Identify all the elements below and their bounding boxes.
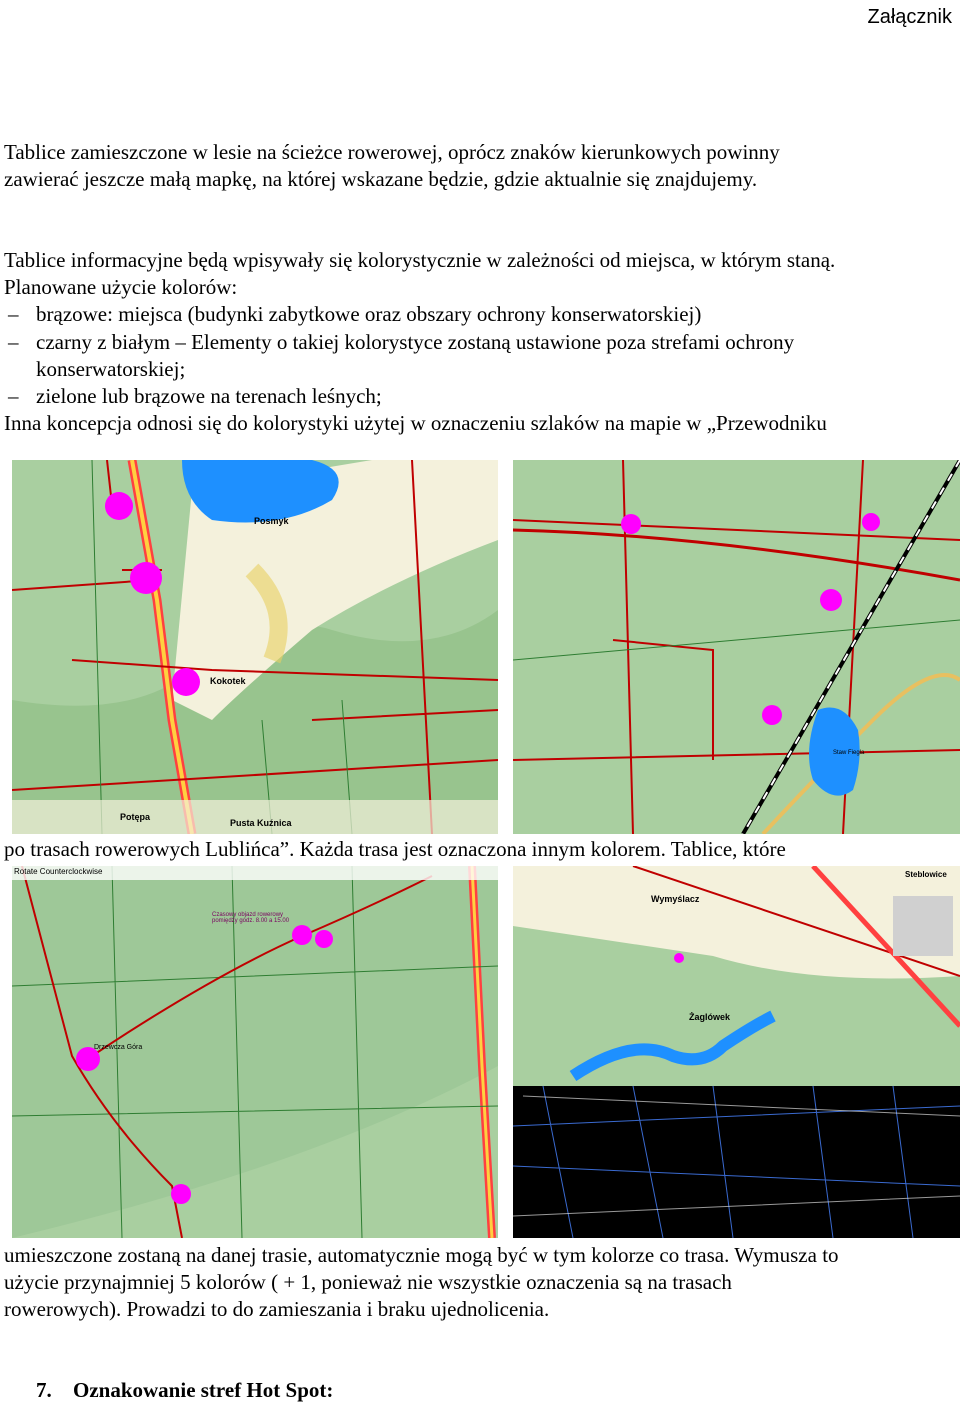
paragraph-line: Inna koncepcja odnosi się do kolorystyki użytej w oznaczeniu szlaków na mapie w „Przewodniku [4,411,827,435]
info-box: Czasowy objazd rowerowy pomiędzy godz. 8.00 a 15.00 [212,912,290,924]
bullet-dash: – [8,330,19,354]
rotate-label: Rotate Counterclockwise [14,867,103,876]
paragraph-line: umieszczone zostaną na danej trasie, automatycznie mogą być w tym kolorze co trasa. Wymusza to [4,1243,839,1267]
map-image-4 [513,866,960,1238]
place-label: Pusta Kuźnica [230,818,292,828]
paragraph-line: Tablice zamieszczone w lesie na ścieżce rowerowej, oprócz znaków kierunkowych powinny [4,140,780,164]
bullet-dash: – [8,384,19,408]
place-label: Drzewcza Góra [94,1044,143,1051]
place-label: Kokotek [210,676,246,686]
bullet-item: czarny z białym – Elementy o takiej kolorystyce zostaną ustawione poza strefami ochrony [36,330,795,354]
paragraph-line: użycie przynajmniej 5 kolorów ( + 1, ponieważ nie wszystkie oznaczenia są na trasach [4,1270,732,1294]
map-image-2 [513,460,960,834]
paragraph-line: Planowane użycie kolorów: [4,275,238,299]
paragraph-line: po trasach rowerowych Lublińca”. Każda trasa jest oznaczona innym kolorem. Tablice, które [4,837,786,861]
bullet-item: zielone lub brązowe na terenach leśnych; [36,384,382,408]
section-title: Oznakowanie stref Hot Spot: [73,1378,334,1402]
attachment-label: Załącznik [867,6,952,28]
paragraph-line: zawierać jeszcze małą mapkę, na której wskazane będzie, gdzie aktualnie się znajdujemy. [4,167,758,191]
paragraph-line: Tablice informacyjne będą wpisywały się kolorystycznie w zależności od miejsca, w którym staną. [4,248,836,272]
paragraph-line: rowerowych). Prowadzi to do zamieszania i braku ujednolicenia. [4,1297,550,1321]
bullet-item-cont: konserwatorskiej; [36,357,186,381]
place-label: Wymyślacz [651,894,700,904]
map-image-3 [12,866,498,1238]
place-label: Posmyk [254,516,289,526]
lake-label: Staw Fiegla [833,750,865,756]
place-label: Potępa [120,812,151,822]
section-number: 7. [36,1378,52,1402]
place-label: Żaglówek [689,1012,731,1022]
bullet-item: brązowe: miejsca (budynki zabytkowe oraz obszary ochrony konserwatorskiej) [36,302,702,326]
place-label: Steblowice [905,870,947,879]
map-image-1 [12,460,498,834]
bullet-dash: – [8,302,19,326]
